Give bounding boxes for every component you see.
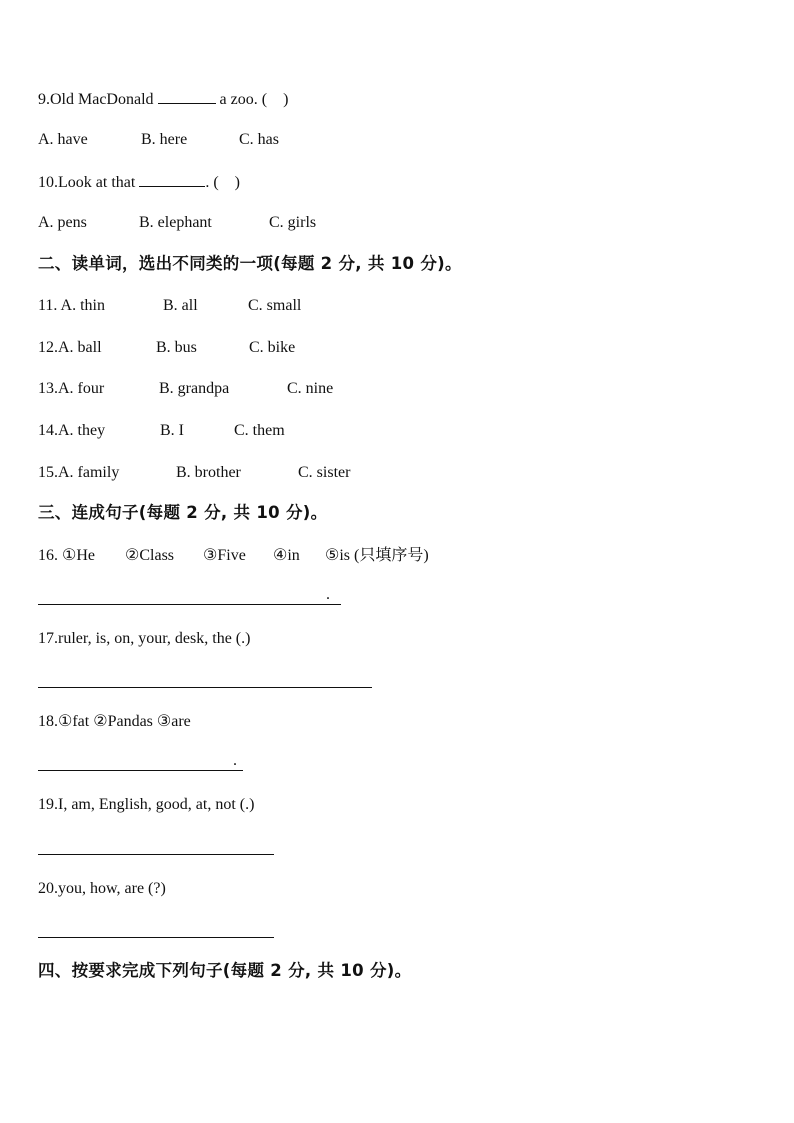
word-2: ②Class — [125, 547, 175, 564]
option-a: A. have — [38, 131, 88, 148]
question-10-text-end: . ( ) — [205, 174, 240, 191]
option-b: B. brother — [176, 464, 241, 481]
question-19: 19.I, am, English, good, at, not (.) — [38, 796, 255, 813]
answer-line-20 — [38, 937, 274, 938]
option-a: 14.A. they — [38, 422, 106, 439]
answer-line-19 — [38, 854, 274, 855]
answer-line-16-period: . — [326, 586, 330, 603]
word-1: 16. ①He — [38, 547, 95, 564]
option-c: C. bike — [249, 339, 296, 356]
option-c: C. girls — [269, 214, 317, 231]
question-9-text-start: 9.Old MacDonald — [38, 91, 158, 108]
option-c: C. them — [234, 422, 285, 439]
answer-line-17 — [38, 687, 372, 688]
answer-line-18 — [38, 770, 243, 771]
option-b: B. I — [160, 422, 184, 439]
option-b: B. grandpa — [159, 380, 230, 397]
question-9 — [38, 88, 288, 110]
section-4-heading: 四、按要求完成下列句子(每题 2 分, 共 10 分)。 — [38, 961, 412, 980]
section-2-heading: 二、读单词，选出不同类的一项(每题 2 分, 共 10 分)。 — [38, 254, 462, 273]
question-10-blank — [139, 171, 205, 187]
option-c: C. small — [248, 297, 302, 314]
option-b: B. bus — [156, 339, 197, 356]
option-a: 11. A. thin — [38, 297, 105, 314]
option-a: 12.A. ball — [38, 339, 102, 356]
option-b: B. elephant — [139, 214, 212, 231]
question-9-text-end: a zoo. ( ) — [215, 91, 289, 108]
question-10 — [38, 171, 240, 193]
option-b: B. all — [163, 297, 198, 314]
option-a: A. pens — [38, 214, 87, 231]
question-18: 18.①fat ②Pandas ③are — [38, 713, 191, 730]
answer-line-16 — [38, 604, 341, 605]
question-17: 17.ruler, is, on, your, desk, the (.) — [38, 630, 251, 647]
word-4: ④in — [273, 547, 300, 564]
word-3: ③Five — [203, 547, 246, 564]
option-c: C. sister — [298, 464, 351, 481]
option-a: 15.A. family — [38, 464, 120, 481]
question-10-text-start: 10.Look at that — [38, 174, 140, 191]
option-a: 13.A. four — [38, 380, 105, 397]
question-9-blank — [158, 88, 216, 104]
answer-line-18-period: . — [233, 752, 237, 769]
option-c: C. nine — [287, 380, 334, 397]
question-20: 20.you, how, are (?) — [38, 880, 166, 897]
option-c: C. has — [239, 131, 279, 148]
section-3-heading: 三、连成句子(每题 2 分, 共 10 分)。 — [38, 503, 328, 522]
word-5: ⑤is (只填序号) — [325, 547, 429, 564]
option-b: B. here — [141, 131, 188, 148]
